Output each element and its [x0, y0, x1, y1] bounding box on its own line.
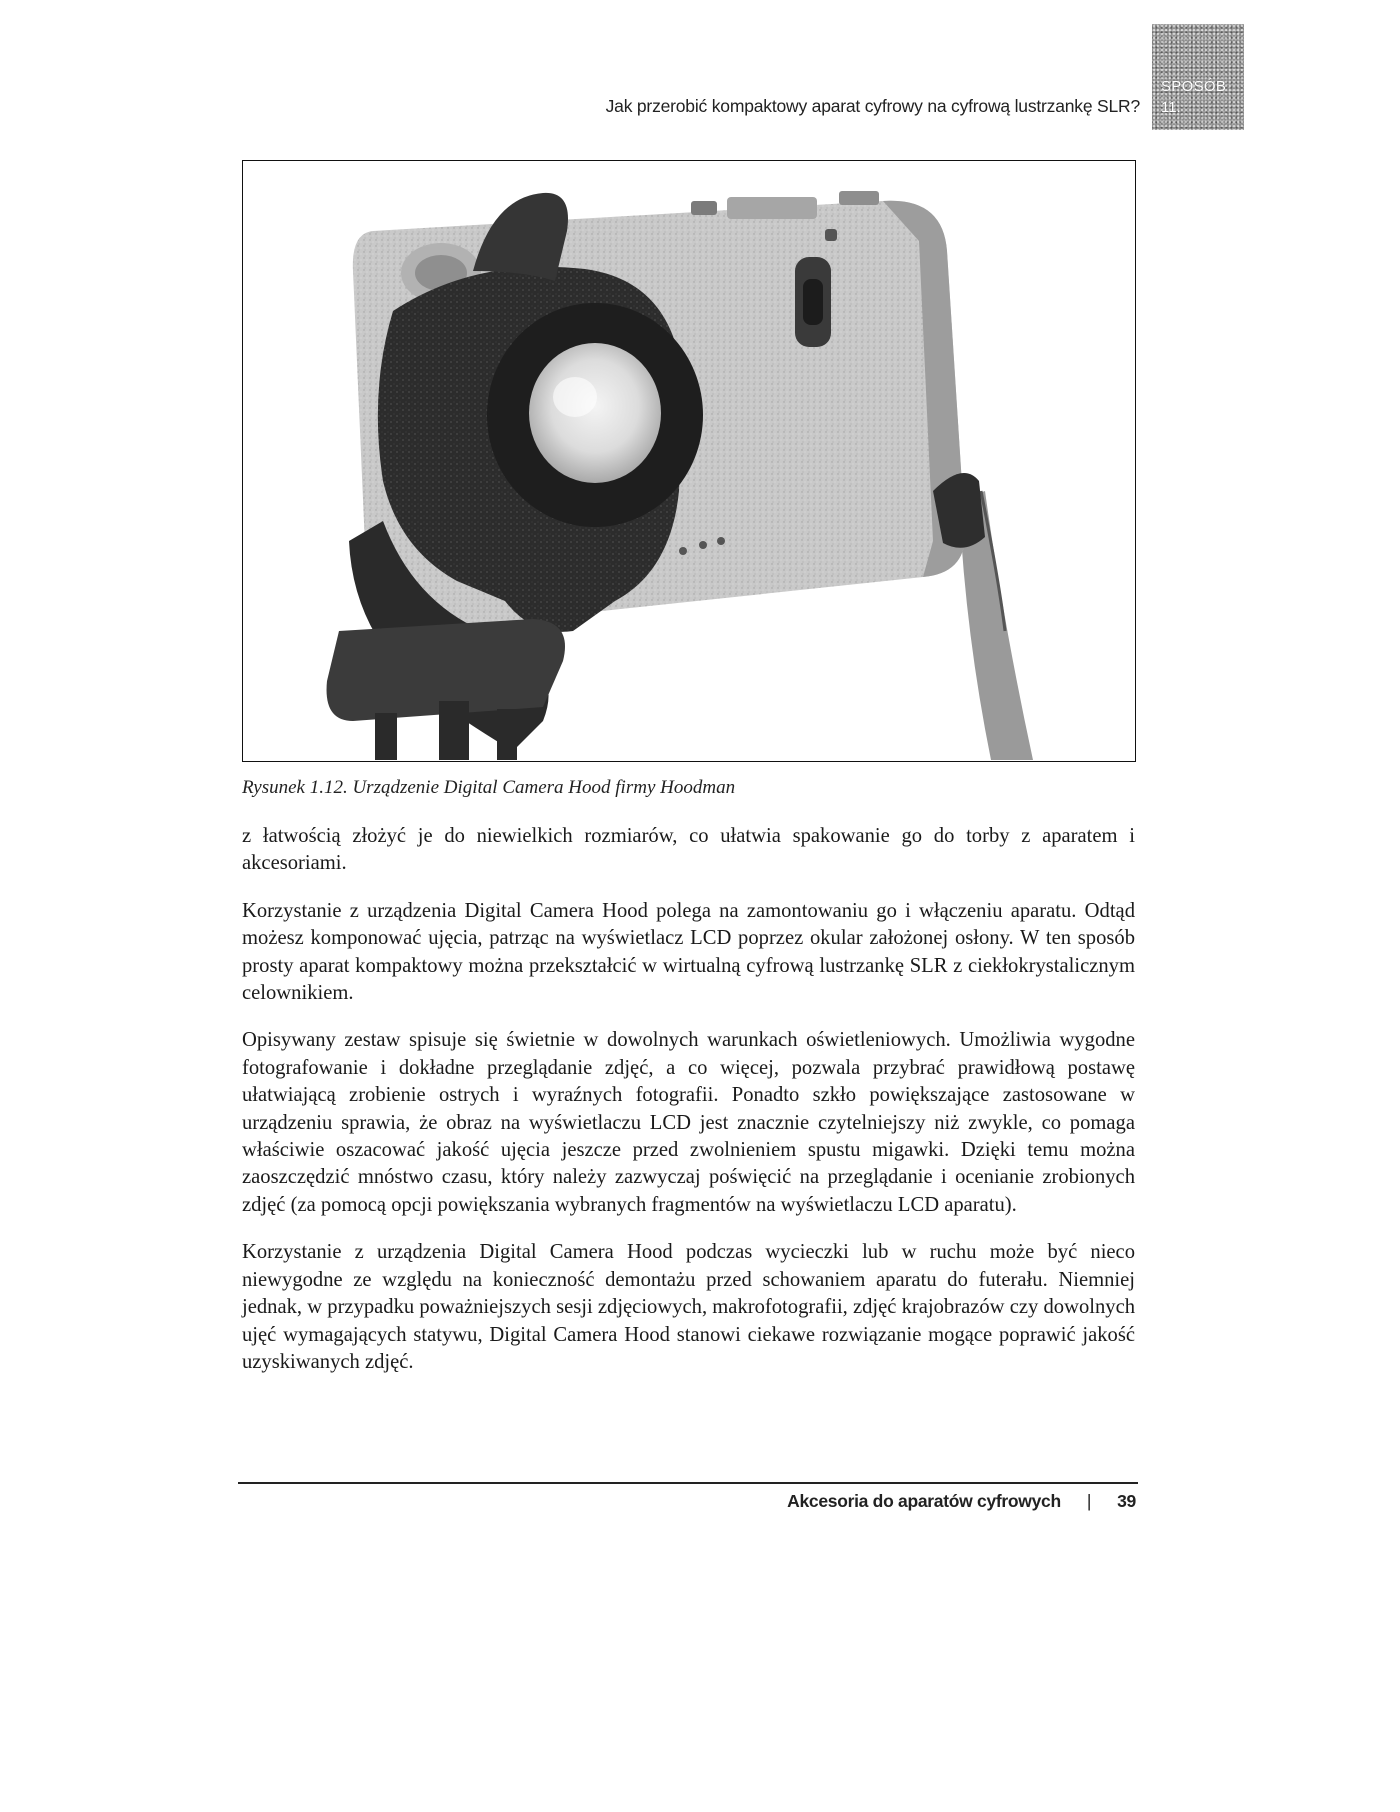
body-text: [242, 823, 1135, 1396]
figure-photo-frame: [242, 160, 1136, 762]
footer-rule: [238, 1482, 1138, 1484]
paragraph: Korzystanie z urządzenia Digital Camera Hood podczas wycieczki lub w ruchu może być nieco niewygodne ze względu na konieczność demontażu przed schowaniem aparatu do futerału. Niemniej jednak, w przypadku poważniejszych sesji zdjęciowych, makrofotografii, zdjęć krajobrazów czy dowolnych ujęć wymagających statywu, Digital Camera Hood stanowi ciekawe rozwiązanie mogące poprawić jakość uzyskiwanych zdjęć.: [242, 1241, 1135, 1373]
page-number: 39: [1117, 1491, 1136, 1511]
footer-section-title: Akcesoria do aparatów cyfrowych: [787, 1491, 1061, 1511]
paragraph: z łatwością złożyć je do niewielkich rozmiarów, co ułatwia spakowanie go do torby z aparatem i akcesoriami.: [242, 825, 1135, 875]
footer-separator: |: [1086, 1491, 1092, 1511]
camera-hood-photo: [243, 161, 1134, 760]
badge-word: SPOSÓB: [1161, 78, 1227, 95]
badge-number: 11.: [1161, 99, 1181, 116]
figure-caption: Rysunek 1.12. Urządzenie Digital Camera Hood firmy Hoodman: [242, 777, 736, 798]
paragraph: Opisywany zestaw spisuje się świetnie w dowolnych warunkach oświetleniowych. Umożliwia wygodne fotografowanie i dokładne przeglądanie zdjęć, a co więcej, pozwala przybrać prawidłową postawę ułatwiającą zrobienie ostrych i wyraźnych fotografii. Ponadto szkło powiększające zastosowane w urządzeniu sprawia, że obraz na wyświetlaczu LCD jest znacznie czytelniejszy niż zwykle, co pomaga właściwie oszacować jakość ujęcia jeszcze przed zwolnieniem spustu migawki. Dzięki temu można zaoszczędzić mnóstwo czasu, który należy zazwyczaj poświęcić na przeglądanie i ocenianie zrobionych zdjęć (za pomocą opcji powiększania wybranych fragmentów na wyświetlaczu LCD aparatu).: [242, 1029, 1135, 1216]
hack-number-badge: [1152, 24, 1244, 130]
paragraph: Korzystanie z urządzenia Digital Camera Hood polega na zamontowaniu go i włączeniu aparatu. Odtąd możesz komponować ujęcia, patrząc na wyświetlacz LCD poprzez okular założonej osłony. W ten sposób prosty aparat kompaktowy można przekształcić w wirtualną cyfrową lustrzankę SLR z ciekłokrystalicznym celownikiem.: [242, 899, 1135, 1005]
page-footer: [700, 1491, 1136, 1517]
running-header: Jak przerobić kompaktowy aparat cyfrowy na cyfrową lustrzankę SLR?: [605, 96, 1140, 116]
